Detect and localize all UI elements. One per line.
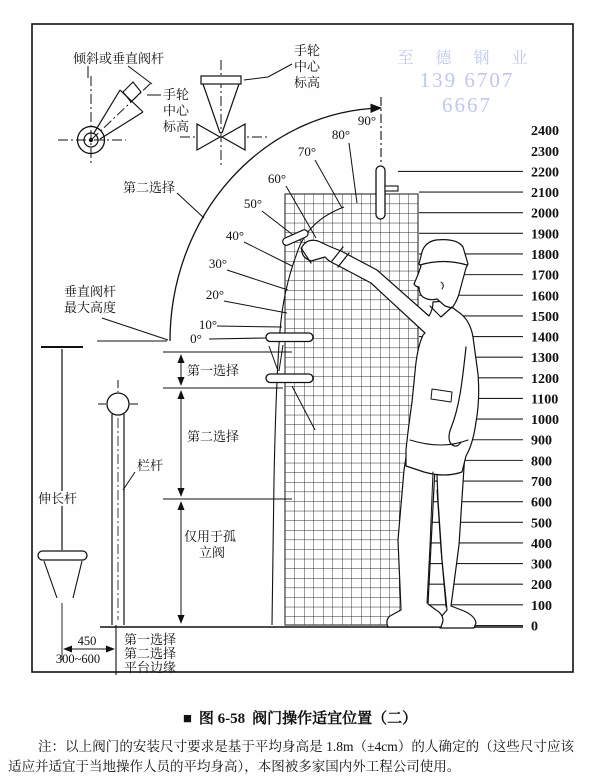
elevation-label: 0 [531, 619, 538, 635]
angle-label-60: 60° [267, 171, 287, 186]
dim-300-600: 300~600 [55, 652, 101, 666]
svg-text:手轮: 手轮 [163, 87, 190, 102]
elevation-label: 1500 [531, 309, 559, 325]
elevation-label: 100 [531, 598, 552, 614]
elevation-label: 800 [531, 454, 552, 470]
label-second-choice: 第二选择 [187, 429, 240, 444]
label-isolated-valve-only [184, 529, 236, 560]
svg-text:最大高度: 最大高度 [64, 300, 117, 315]
zero-level-lines [97, 338, 266, 341]
svg-text:手轮: 手轮 [294, 43, 321, 58]
angle-label-70: 70° [297, 144, 317, 159]
svg-text:垂直阀杆: 垂直阀杆 [64, 284, 117, 299]
angle-label-10: 10° [198, 317, 218, 332]
elevation-label: 1900 [531, 227, 559, 243]
angle-label-80: 80° [331, 127, 351, 142]
elevation-label: 2000 [531, 206, 559, 222]
watermark-phone: 139 6707 6667 [419, 68, 515, 117]
watermark-company: 至 德 钢 业 [397, 50, 537, 67]
elevation-label: 1000 [531, 413, 559, 429]
svg-text:第一选择: 第一选择 [124, 632, 177, 647]
elevation-label: 1400 [531, 330, 559, 346]
elevation-label: 2300 [531, 144, 559, 160]
elevation-label: 1800 [531, 247, 559, 263]
caption-bullet: ■ [182, 711, 192, 727]
figure-caption [0, 707, 600, 728]
elevation-label: 1100 [531, 392, 559, 408]
svg-text:立阀: 立阀 [198, 545, 226, 560]
caption-figure-number: 图 6-58 [198, 711, 246, 727]
angle-label-30: 30° [208, 256, 228, 271]
angle-label-0: 0° [190, 331, 202, 346]
platform-edge-labels [124, 632, 176, 675]
dim-450: 450 [77, 634, 97, 648]
label-handwheel-center-elev-a [163, 87, 190, 134]
svg-text:第二选择: 第二选择 [124, 646, 177, 661]
label-second-choice-arc: 第二选择 [123, 180, 176, 195]
angle-label-40: 40° [225, 228, 245, 243]
figure-note: 注：以上阀门的安装尺寸要求是基于平均身高是 1.8m（±4cm）的人确定的（这些尺寸应该适应并适宜于当地操作人员的平均身高），本图被多家国内外工程公司使用。 [8, 739, 574, 774]
elevation-label: 900 [531, 433, 552, 449]
elevation-label: 600 [531, 495, 552, 511]
svg-text:中心: 中心 [294, 59, 321, 74]
angle-label-50: 50° [243, 196, 263, 211]
label-first-choice: 第一选择 [187, 363, 240, 378]
elevation-label: 700 [531, 475, 552, 491]
svg-text:仅用于孤: 仅用于孤 [183, 529, 237, 544]
elevation-label: 500 [531, 516, 552, 532]
elevation-label: 1700 [531, 268, 559, 284]
caption-title: 阀门操作适宜位置（二） [252, 711, 418, 727]
angle-label-20: 20° [205, 287, 225, 302]
svg-text:标高: 标高 [294, 75, 321, 90]
elevation-label: 1200 [531, 371, 559, 387]
vertical-valve-symbol [180, 60, 270, 168]
svg-text:中心: 中心 [163, 103, 190, 118]
elevation-label: 2400 [531, 124, 559, 140]
angle-label-90: 90° [357, 113, 377, 128]
elevation-label: 300 [531, 557, 552, 573]
elevation-label: 1600 [531, 289, 559, 305]
inclined-valve-symbol [58, 76, 152, 166]
elevation-label: 1300 [531, 351, 559, 367]
elevation-label: 400 [531, 536, 552, 552]
elevation-label: 2200 [531, 165, 559, 181]
elevation-label: 2100 [531, 186, 559, 202]
elevation-label: 200 [531, 578, 552, 594]
svg-text:平台边缘: 平台边缘 [124, 660, 177, 675]
label-inclined-or-vertical-stem: 倾斜或垂直阀杆 [73, 51, 165, 66]
label-handwheel-center-elev-b [294, 43, 321, 90]
label-railing: 栏杆 [137, 458, 164, 473]
railing-post [98, 380, 140, 625]
label-extension-rod: 伸长杆 [38, 491, 78, 506]
label-vertical-stem-max-height [64, 284, 116, 315]
svg-text:标高: 标高 [163, 119, 190, 134]
